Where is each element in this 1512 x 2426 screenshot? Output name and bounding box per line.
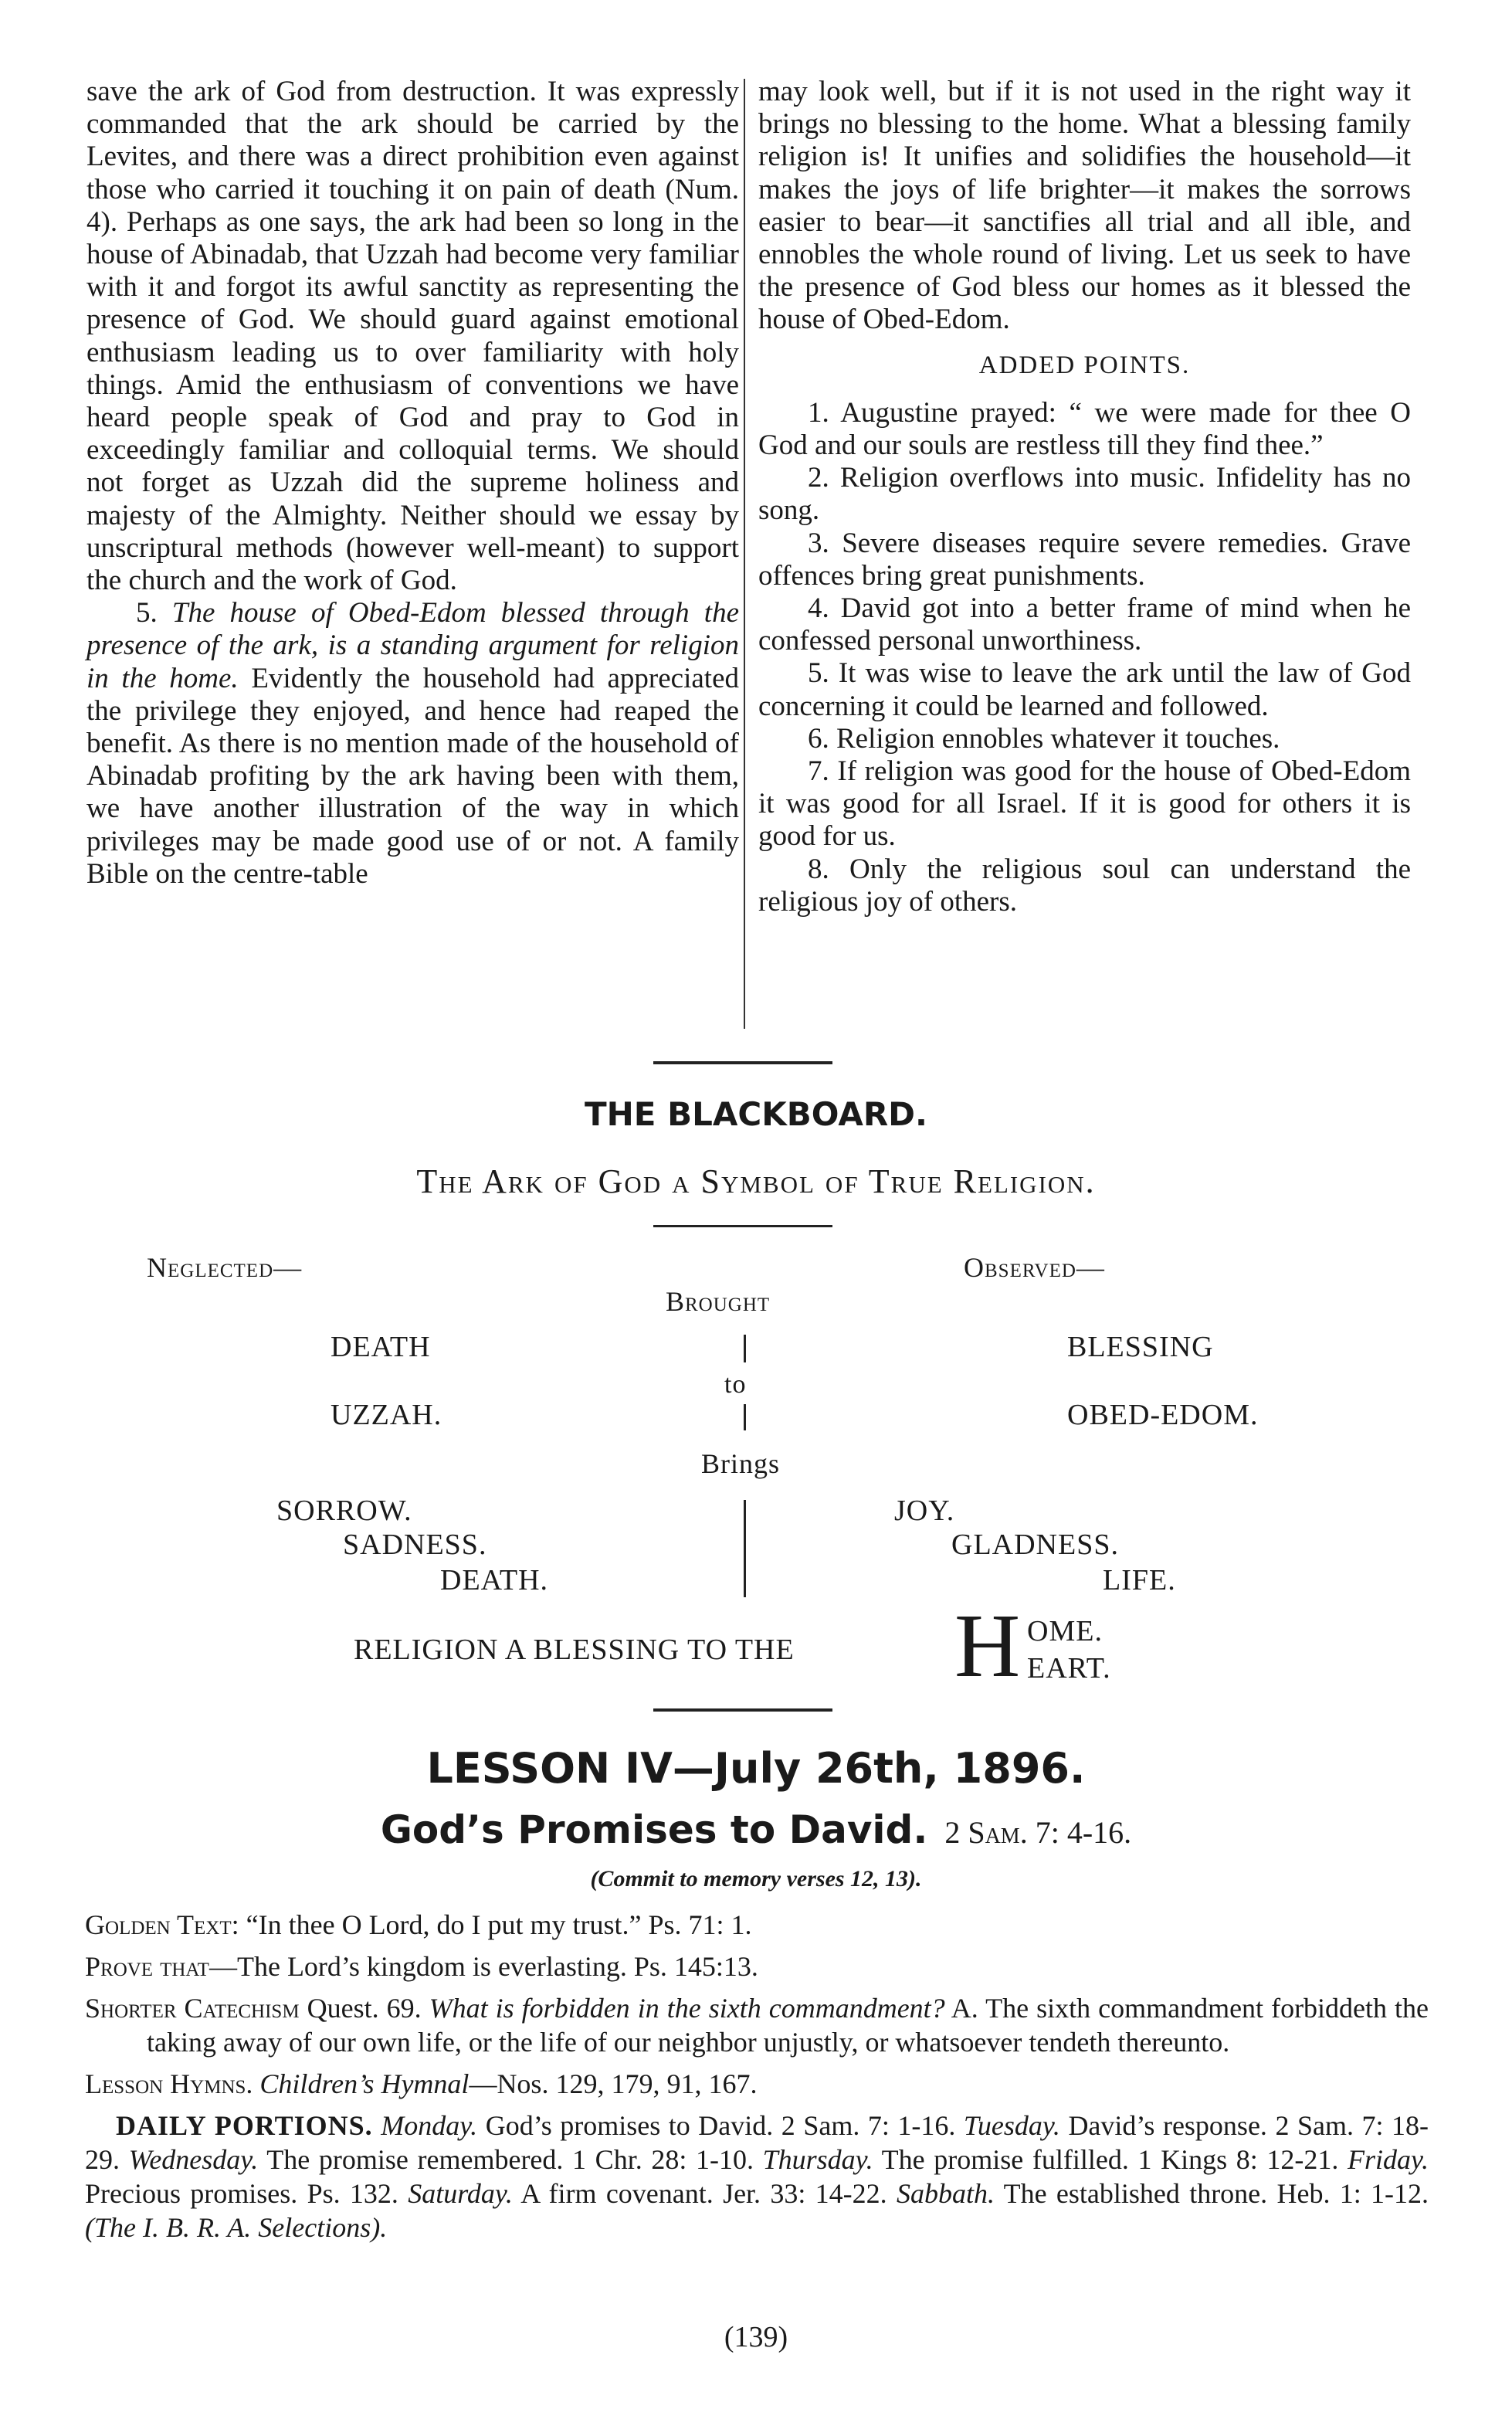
added-point-8: 8. Only the religious soul can understand the religious joy of others. — [758, 853, 1411, 918]
death-left-bottom: DEATH. — [440, 1564, 549, 1596]
neglected-label: Neglected— — [147, 1252, 303, 1283]
catechism-line — [85, 1991, 1429, 2059]
point-five-text: Evidently the household had appreciated the privilege they enjoyed, and hence had reaped the benefit. As there is no mention made of the household of Abinadab profiting by the ark having been with them, we have another illustration of the way in which privileges may be made good use of or not. A family Bible on the centre-table — [86, 662, 739, 890]
added-point-5: 5. It was wise to leave the ark until the law of God concerning it could be learned and followed. — [758, 657, 1411, 722]
added-point-6: 6. Religion ennobles whatever it touches. — [808, 722, 1280, 755]
golden-text: “In thee O Lord, do I put my trust.” Ps. 71: 1. — [246, 1909, 752, 1940]
blackboard-title: THE BLACKBOARD. — [584, 1095, 927, 1133]
catechism-question: What is forbidden in the sixth commandment? — [429, 1993, 945, 2024]
blackboard-rule — [653, 1225, 832, 1227]
connector-upper — [744, 1335, 746, 1362]
point-five-heading: The house of Obed-Edom blessed through the presence of the ark, is a standing argument for religion in the home. — [86, 597, 739, 694]
prove-that-text: —The Lord’s kingdom is everlasting. Ps. 145:13. — [208, 1951, 758, 1982]
daily-day: Thursday. — [762, 2144, 873, 2175]
column-divider — [744, 79, 745, 1029]
big-h-letter: H — [954, 1595, 1021, 1696]
added-points-heading: ADDED POINTS. — [978, 351, 1191, 379]
daily-text: The promise fulfilled. 1 Kings 8: 12-21. — [881, 2144, 1339, 2175]
catechism-quest: Quest. 69. — [307, 1993, 422, 2024]
to-label: to — [724, 1370, 747, 1399]
lesson-details — [85, 1908, 1429, 2244]
daily-text: The established throne. Heb. 1: 1-12. — [1003, 2178, 1429, 2209]
added-point-1: 1. Augustine prayed: “ we were made for thee O God and our souls are restless till they find thee.” — [758, 396, 1411, 462]
daily-day: Friday. — [1348, 2144, 1429, 2175]
lesson-heading: LESSON IV—July 26th, 1896. — [426, 1744, 1086, 1793]
lesson-title: God’s Promises to David. — [380, 1807, 928, 1852]
daily-day: Wednesday. — [128, 2144, 259, 2175]
daily-portions-label: DAILY PORTIONS. — [116, 2110, 373, 2141]
hymns-line — [85, 2067, 1429, 2101]
added-point-3: 3. Severe diseases require severe remedies. Grave offences bring great punishments. — [758, 527, 1411, 592]
daily-text: David’s response. 2 Sam. 7: 18-29. — [85, 2110, 1429, 2175]
daily-text: Precious promises. Ps. 132. — [85, 2178, 398, 2209]
daily-text: God’s promises to David. 2 Sam. 7: 1-16. — [485, 2110, 956, 2141]
point-five — [86, 597, 739, 891]
daily-portions — [85, 2109, 1429, 2244]
lesson-reference: 2 Sam. 7: 4-16. — [944, 1815, 1132, 1850]
brings-label: Brings — [701, 1448, 781, 1479]
catechism-answer: A. The sixth commandment forbiddeth the taking away of our own life, or the life of our neighbor unjustly, or whatsoever tendeth thereunto. — [147, 1993, 1429, 2058]
left-column — [86, 76, 739, 891]
connector-lower — [744, 1404, 746, 1430]
section-rule — [653, 1061, 832, 1064]
gladness-label: GLADNESS. — [951, 1529, 1119, 1561]
joy-label: JOY. — [894, 1495, 955, 1527]
brought-label: Brought — [666, 1286, 771, 1317]
selections-note: (The I. B. R. A. Selections). — [85, 2212, 388, 2243]
hymns-label: Lesson Hymns. — [85, 2068, 253, 2099]
golden-text-label: Golden Text: — [85, 1909, 239, 1940]
death-left-top: DEATH — [331, 1331, 431, 1363]
daily-day: Tuesday. — [963, 2110, 1060, 2141]
religion-blessing-line: RELIGION A BLESSING TO THE — [354, 1634, 795, 1666]
blessing-label: BLESSING — [1067, 1331, 1214, 1363]
page-number: (139) — [724, 2321, 788, 2353]
eart-label: EART. — [1027, 1652, 1111, 1685]
added-point-7: 7. If religion was good for the house of Obed-Edom it was good for all Israel. If it is good for others it is good for us. — [758, 755, 1411, 853]
sadness-label: SADNESS. — [343, 1529, 487, 1561]
daily-day: Saturday. — [408, 2178, 513, 2209]
daily-day: Monday. — [381, 2110, 478, 2141]
added-point-4: 4. David got into a better frame of mind when he confessed personal unworthiness. — [758, 592, 1411, 657]
blackboard-subtitle: The Ark of God a Symbol of True Religion. — [416, 1162, 1096, 1200]
connector-brings — [744, 1500, 746, 1597]
hymns-book: Children’s Hymnal — [259, 2068, 470, 2099]
prove-that-line — [85, 1949, 1429, 1983]
observed-label: Observed— — [964, 1252, 1105, 1283]
lesson-rule — [653, 1708, 832, 1712]
daily-text: A firm covenant. Jer. 33: 14-22. — [520, 2178, 887, 2209]
lesson-title-line — [0, 1807, 1512, 1852]
catechism-label: Shorter Catechism — [85, 1993, 300, 2024]
golden-text-line — [85, 1908, 1429, 1942]
added-point-2: 2. Religion overflows into music. Infidelity has no song. — [758, 462, 1411, 527]
obed-edom-label: OBED-EDOM. — [1067, 1399, 1259, 1431]
right-paragraph: may look well, but if it is not used in the right way it brings no blessing to the home. What a blessing family religion is! It unifies and solidifies the household—it makes the joys of life brighter—it makes the sorrows easier to bear—it sanctifies all trial and all ible, and ennobles the whole round of living. Let us seek to have the presence of God bless our homes as it blessed the house of Obed-Edom. — [758, 76, 1411, 336]
sorrow-label: SORROW. — [276, 1495, 412, 1527]
hymns-numbers: —Nos. 129, 179, 91, 167. — [469, 2068, 758, 2099]
life-label: LIFE. — [1103, 1564, 1176, 1596]
daily-text: The promise remembered. 1 Chr. 28: 1-10. — [266, 2144, 754, 2175]
commit-note: (Commit to memory verses 12, 13). — [590, 1866, 922, 1892]
daily-day: Sabbath. — [896, 2178, 995, 2209]
prove-that-label: Prove that — [85, 1951, 209, 1982]
uzzah-label: UZZAH. — [331, 1399, 442, 1431]
ome-label: OME. — [1027, 1615, 1103, 1647]
right-column — [758, 76, 1411, 918]
point-five-number: 5. — [136, 597, 158, 629]
left-paragraph: save the ark of God from destruction. It was expressly commanded that the ark should be carried by the Levites, and there was a direct prohibition even against those who carried it touching it on pain of death (Num. 4). Perhaps as one says, the ark had been so long in the house of Abinadab, that Uzzah had become very familiar with it and forgot its awful sanctity as representing the presence of God. We should guard against emotional enthusiasm leading us to over familiarity with holy things. Amid the enthusiasm of conventions we have heard people speak of God and pray to God in exceedingly familiar and colloquial terms. We should not forget as Uzzah did the supreme holiness and majesty of the Almighty. Neither should we essay by unscriptural methods (however well-meant) to support the church and the work of God. — [86, 76, 739, 597]
